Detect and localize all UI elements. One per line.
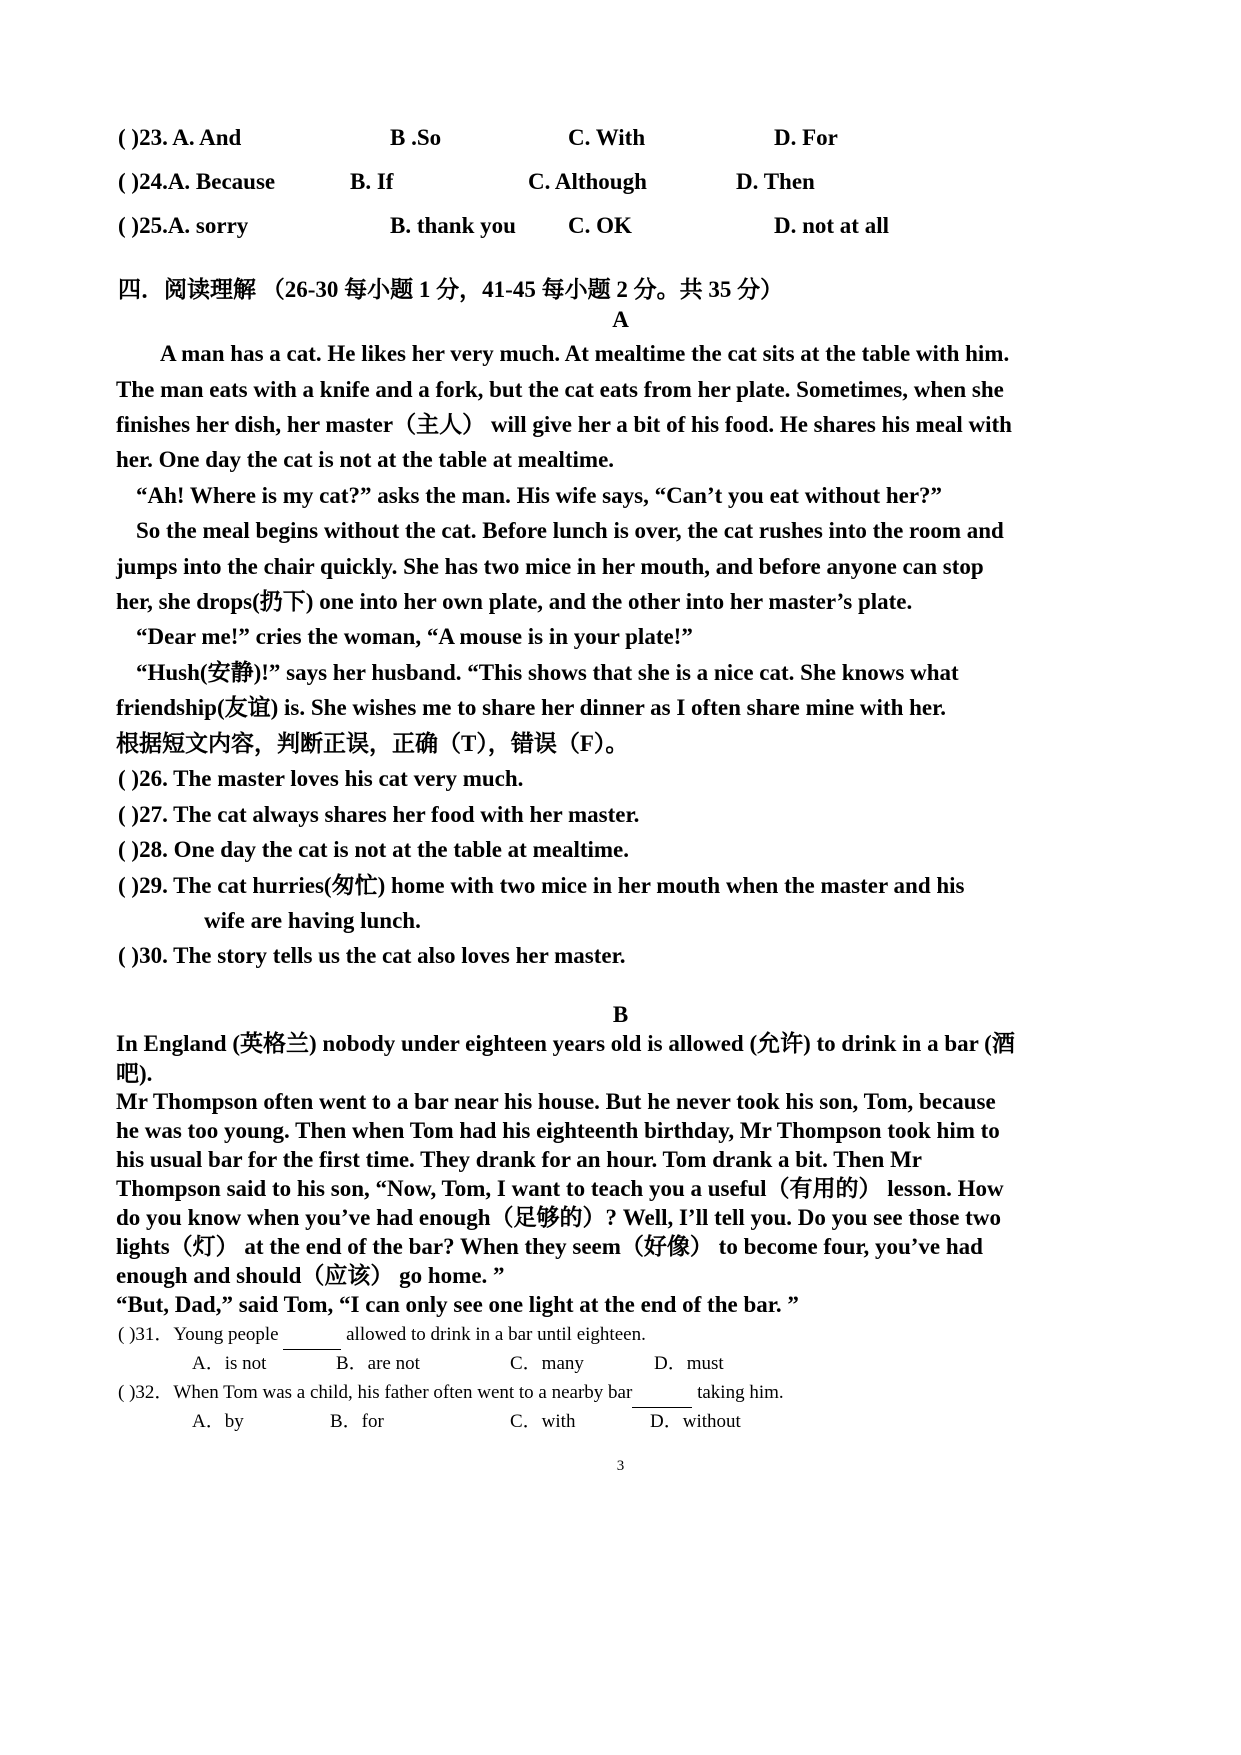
passage-a-line: her. One day the cat is not at the table at mealtime. [116,447,615,472]
question-32 [118,1379,784,1408]
section-title: 四．阅读理解 （26-30 每小题 1 分，41-45 每小题 2 分。共 35 分） [118,277,784,302]
question-32-stem-post: taking him. [692,1382,784,1403]
q31-option-d: D．must [654,1353,724,1374]
passage-a-line: The man eats with a knife and a fork, but the cat eats from her plate. Sometimes, when she [116,377,1004,402]
question-31-stem-post: allowed to drink in a bar until eighteen. [341,1324,646,1345]
q24-label: ( )24.A. Because [118,169,276,194]
q32-option-b: B．for [330,1411,384,1432]
question-26: ( )26. The master loves his cat very much. [118,766,524,791]
passage-a-line: her, she drops(扔下) one into her own plate, and the other into her master’s plate. [116,589,913,614]
passage-b-line: his usual bar for the first time. They drank for an hour. Tom drank a bit. Then Mr [116,1147,922,1172]
page-number: 3 [616,1458,625,1474]
q24-option-d: D. Then [736,169,815,194]
q25-option-d: D. not at all [774,213,889,238]
question-28: ( )28. One day the cat is not at the table at mealtime. [118,837,630,862]
passage-a-line: friendship(友谊) is. She wishes me to share her dinner as I often share mine with her. [116,695,946,720]
passage-b-line: enough and should（应该） go home. ” [116,1263,505,1288]
question-30: ( )30. The story tells us the cat also loves her master. [118,943,626,968]
passage-b-line: lights（灯） at the end of the bar? When they seem（好像） to become four, you’ve had [116,1234,983,1259]
q31-option-b: B．are not [336,1353,420,1374]
passage-b-line: do you know when you’ve had enough（足够的）? Well, I’ll tell you. Do you see those two [116,1205,1001,1230]
q24-option-c: C. Although [528,169,647,194]
answer-blank[interactable] [283,1321,341,1350]
passage-a-line: “Dear me!” cries the woman, “A mouse is in your plate!” [136,624,693,649]
q31-option-c: C．many [510,1353,584,1374]
passage-b-heading: B [612,1002,629,1027]
q25-option-b: B. thank you [390,213,516,238]
question-32-stem-pre: ( )32．When Tom was a child, his father often went to a nearby bar [118,1382,633,1403]
passage-b-line: 吧). [116,1061,153,1086]
passage-b-line: he was too young. Then when Tom had his eighteenth birthday, Mr Thompson took him to [116,1118,1000,1143]
q23-option-c: C. With [568,125,646,150]
passage-a-line: “Ah! Where is my cat?” asks the man. His wife says, “Can’t you eat without her?” [136,483,943,508]
question-31-stem-pre: ( )31．Young people [118,1324,284,1345]
q31-option-a: A．is not [192,1353,267,1374]
q32-option-c: C．with [510,1411,576,1432]
instruction-text: 根据短文内容，判断正误，正确（T），错误（F）。 [116,731,629,756]
passage-a-heading: A [612,307,629,332]
q25-label: ( )25.A. sorry [118,213,249,238]
passage-b-line: Mr Thompson often went to a bar near his house. But he never took his son, Tom, because [116,1089,996,1114]
q25-option-c: C. OK [568,213,632,238]
answer-blank[interactable] [632,1379,692,1408]
q23-label: ( )23. A. And [118,125,242,150]
q32-option-a: A．by [192,1411,244,1432]
passage-a-line: “Hush(安静)!” says her husband. “This shows that she is a nice cat. She knows what [136,660,959,685]
question-27: ( )27. The cat always shares her food with her master. [118,802,640,827]
q23-option-b: B .So [390,125,442,150]
passage-a-line: jumps into the chair quickly. She has two mice in her mouth, and before anyone can stop [116,554,984,579]
question-29: ( )29. The cat hurries(匆忙) home with two mice in her mouth when the master and his [118,873,965,898]
passage-b-line: Thompson said to his son, “Now, Tom, I want to teach you a useful（有用的） lesson. How [116,1176,1004,1201]
q24-option-b: B. If [350,169,394,194]
q23-option-d: D. For [774,125,838,150]
passage-b-line: “But, Dad,” said Tom, “I can only see one light at the end of the bar. ” [116,1292,799,1317]
question-29-cont: wife are having lunch. [204,908,421,933]
question-31 [118,1321,646,1350]
passage-a-line: A man has a cat. He likes her very much. At mealtime the cat sits at the table with him. [160,341,1010,366]
passage-a-line: finishes her dish, her master（主人） will give her a bit of his food. He shares his meal with [116,412,1012,437]
passage-a-line: So the meal begins without the cat. Before lunch is over, the cat rushes into the room and [136,518,1004,543]
passage-b-line: In England (英格兰) nobody under eighteen years old is allowed (允许) to drink in a bar (酒 [116,1031,1015,1056]
q32-option-d: D．without [650,1411,741,1432]
